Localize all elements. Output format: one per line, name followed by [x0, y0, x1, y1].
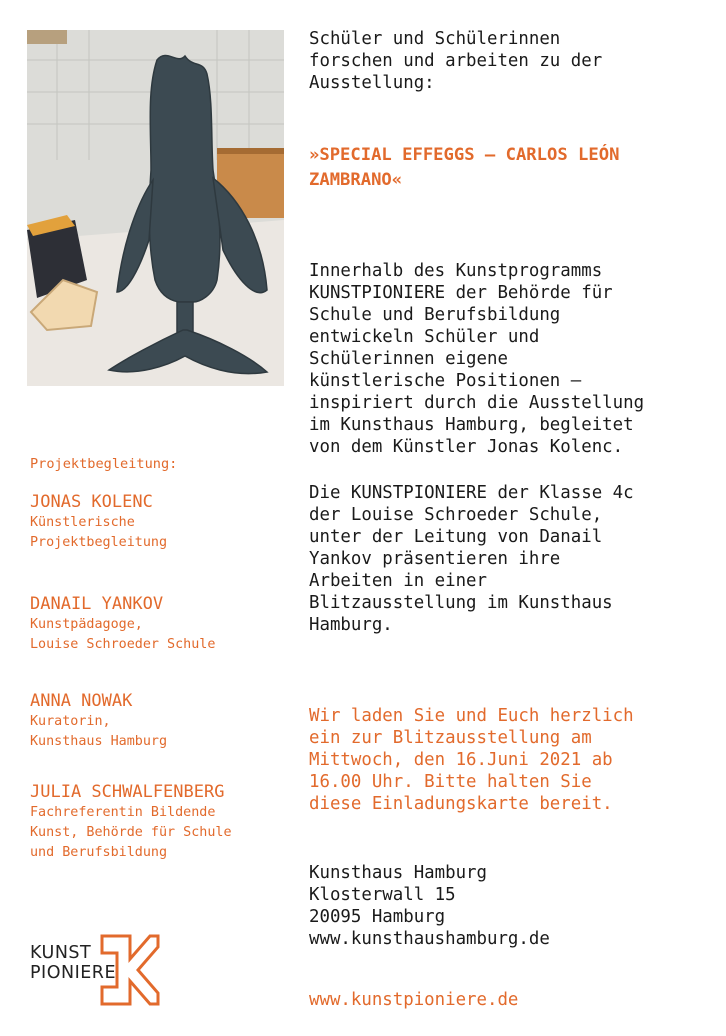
credit-person — [30, 593, 295, 655]
program-description: Innerhalb des Kunstprogramms KUNSTPIONIERE der Behörde für Schule und Berufsbildung entwickeln Schüler und Schülerinnen eigene künstlerische Positionen – inspiriert durch die Ausstellung im Kunsthaus Hamburg, begleitet von dem Künstler Jonas Kolenc. — [309, 261, 645, 457]
person-role: Fachreferentin Bildende Kunst, Behörde für Schule und Berufsbildung — [30, 805, 232, 860]
invitation-text: Wir laden Sie und Euch herzlich ein zur Blitzausstellung am Mittwoch, den 16.Juni 2021 ab 16.00 Uhr. Bitte halten Sie diese Einladungskarte bereit. — [309, 706, 634, 814]
person-role: Kuratorin, Kunsthaus Hamburg — [30, 714, 168, 749]
logo-line-1: KUNST — [30, 943, 92, 963]
credit-person — [30, 781, 295, 863]
exhibition-title: »SPECIAL EFFEGGS – CARLOS LEÓN ZAMBRANO« — [309, 145, 620, 190]
website-link[interactable]: www.kunstpioniere.de — [309, 990, 519, 1010]
person-name: ANNA NOWAK — [30, 691, 133, 711]
person-name: DANAIL YANKOV — [30, 594, 164, 614]
logo-line-2: PIONIERE — [30, 963, 117, 983]
kunstpioniere-logo — [26, 933, 160, 1007]
credits-heading: Projektbegleitung: — [30, 456, 178, 472]
credit-person — [30, 690, 295, 752]
credit-person — [30, 491, 295, 553]
person-role: Kunstpädagoge, Louise Schroeder Schule — [30, 617, 216, 652]
class-description: Die KUNSTPIONIERE der Klasse 4c der Louise Schroeder Schule, unter der Leitung von Danail Yankov präsentieren ihre Arbeiten in einer Blitzausstellung im Kunsthaus Hamburg. — [309, 483, 634, 635]
intro-text: Schüler und Schülerinnen forschen und arbeiten zu der Ausstellung: — [309, 29, 603, 93]
person-role: Künstlerische Projektbegleitung — [30, 515, 168, 550]
person-name: JONAS KOLENC — [30, 492, 153, 512]
sculpture-photo — [27, 30, 284, 386]
person-name: JULIA SCHWALFENBERG — [30, 782, 225, 802]
address-block: Kunsthaus Hamburg Klosterwall 15 20095 Hamburg www.kunsthaushamburg.de — [309, 863, 550, 949]
